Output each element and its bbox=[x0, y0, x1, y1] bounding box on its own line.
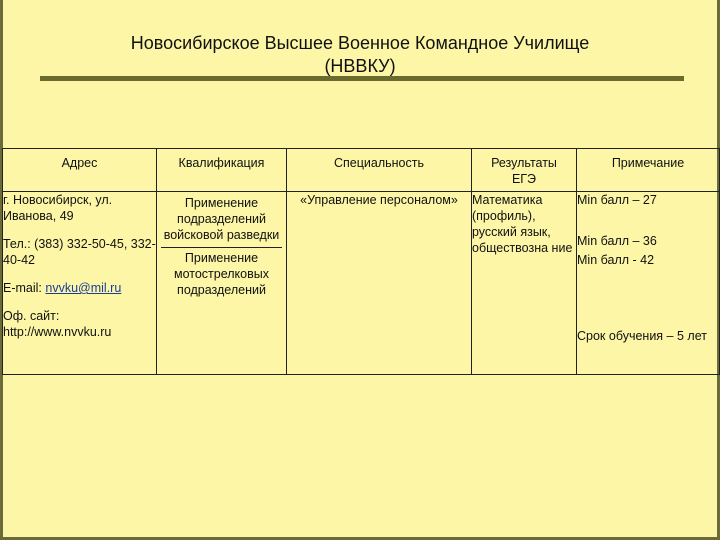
header-qualification: Квалификация bbox=[157, 149, 287, 192]
email-label: E-mail: bbox=[3, 281, 42, 295]
qualification-divider bbox=[161, 247, 282, 298]
qualification-item-2: Применение мотострелковых подразделений bbox=[173, 251, 269, 297]
notes-cell bbox=[577, 192, 720, 375]
table-row bbox=[3, 192, 720, 375]
site-url: http://www.nvvku.ru bbox=[3, 325, 112, 339]
address-phone: Тел.: (383) 332-50-45, 332-40-42 bbox=[3, 237, 156, 267]
min-score-3: Min балл - 42 bbox=[577, 253, 655, 267]
exam-results-cell bbox=[472, 192, 577, 375]
min-score-1: Min балл – 27 bbox=[577, 193, 657, 207]
slide-title bbox=[40, 32, 680, 78]
address-cell bbox=[3, 192, 157, 375]
specialty-value: «Управление персоналом» bbox=[300, 193, 458, 207]
qualification-item-1: Применение подразделений войсковой разведки bbox=[163, 196, 280, 242]
site-label: Оф. сайт: bbox=[3, 309, 60, 323]
header-address: Адрес bbox=[3, 149, 157, 192]
specialty-cell bbox=[287, 192, 472, 375]
address-street: г. Новосибирск, ул. Иванова, 49 bbox=[3, 193, 113, 223]
exam-subjects: Математика (профиль), русский язык, обществозна ние bbox=[472, 193, 573, 255]
school-info-table bbox=[2, 148, 720, 375]
title-line-1: Новосибирское Высшее Военное Командное Училище bbox=[130, 33, 590, 53]
header-specialty: Специальность bbox=[287, 149, 472, 192]
title-line-2: (НВВКУ) bbox=[324, 56, 396, 76]
qualification-cell bbox=[157, 192, 287, 375]
email-link[interactable]: nvvku@mil.ru bbox=[45, 281, 122, 295]
min-score-2: Min балл – 36 bbox=[577, 234, 657, 248]
header-exam-results: Результаты ЕГЭ bbox=[472, 149, 577, 192]
header-notes: Примечание bbox=[577, 149, 720, 192]
address-email bbox=[3, 280, 156, 296]
table-header-row bbox=[3, 149, 720, 192]
study-duration: Срок обучения – 5 лет bbox=[577, 329, 707, 343]
title-underline bbox=[40, 76, 684, 81]
